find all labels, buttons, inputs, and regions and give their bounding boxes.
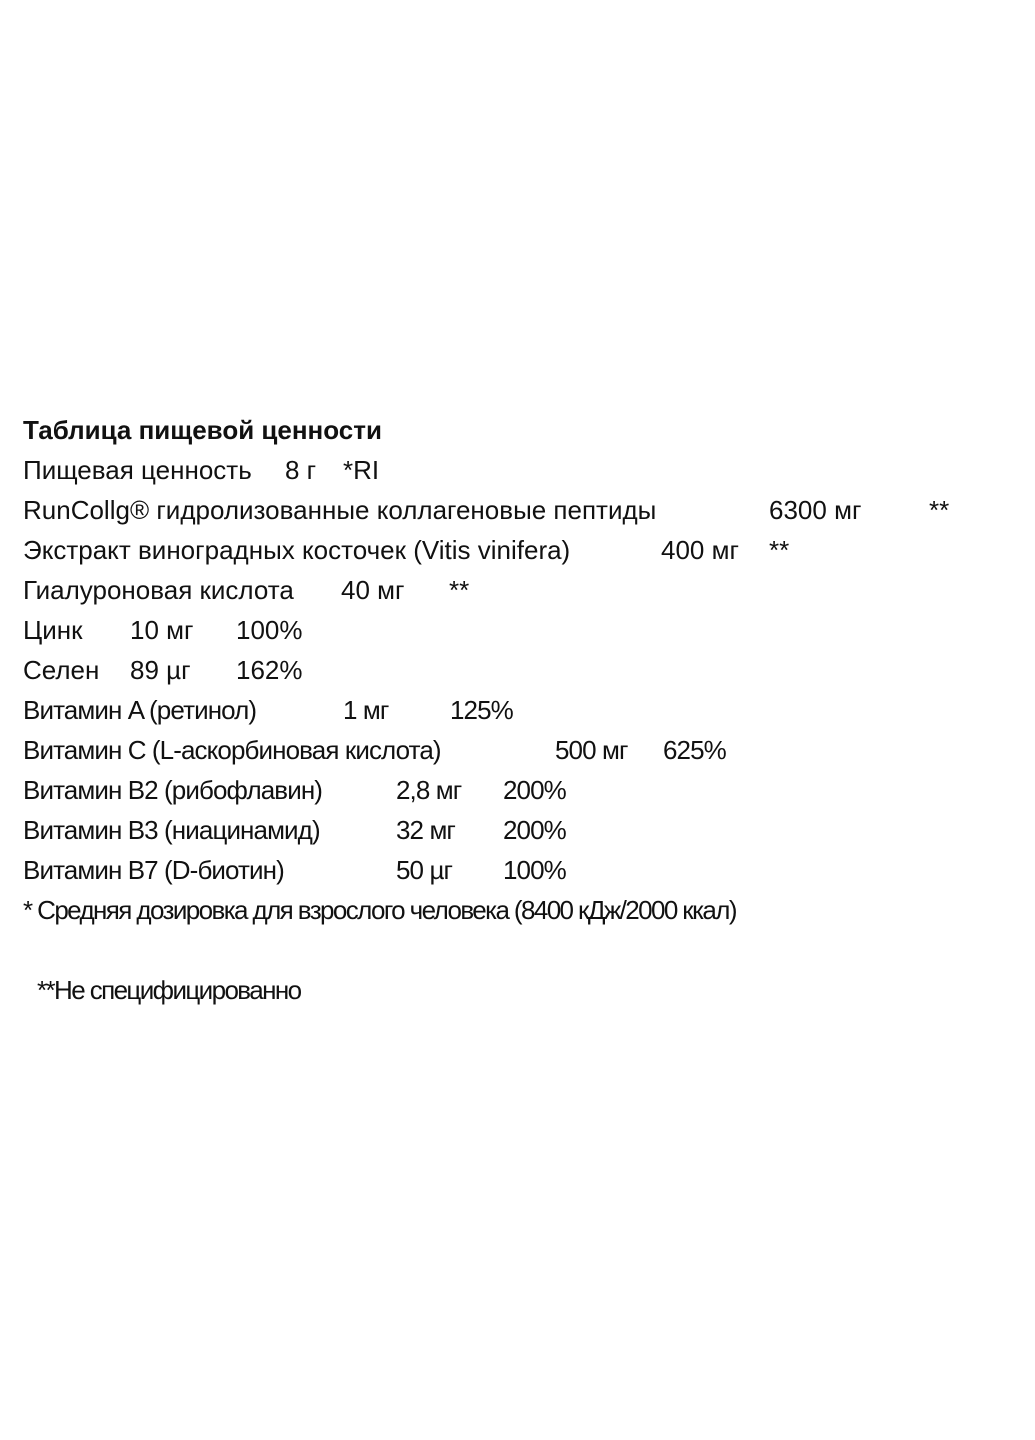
- row-ri: 100%: [503, 855, 566, 885]
- row-name: Витамин B2 (рибофлавин): [23, 775, 323, 805]
- footnote-1-text: * Средняя дозировка для взрослого человека (8400 кДж/2000 ккал): [23, 895, 736, 925]
- row-name: Экстракт виноградных косточек (Vitis vinifera): [23, 535, 571, 565]
- row-amount: 10 мг: [130, 615, 194, 645]
- title-text: Таблица пищевой ценности: [23, 415, 382, 445]
- row-amount: 40 мг: [341, 575, 405, 605]
- row-ri: **: [929, 495, 950, 525]
- row-name: Гиалуроновая кислота: [23, 575, 294, 605]
- header-ri: *RI: [343, 455, 380, 485]
- row-name: Витамин B3 (ниацинамид): [23, 815, 320, 845]
- footnote-2-text: **Не специфицированно: [37, 975, 301, 1005]
- row-name: Селен: [23, 655, 100, 685]
- row-name: Витамин C (L-аскорбиновая кислота): [23, 735, 441, 765]
- row-ri: **: [449, 575, 470, 605]
- row-ri: 625%: [663, 735, 726, 765]
- row-amount: 50 µг: [396, 855, 453, 885]
- row-amount: 400 мг: [661, 535, 739, 565]
- row-amount: 32 мг: [396, 815, 456, 845]
- row-name: RunCollg® гидролизованные коллагеновые пептиды: [23, 495, 657, 525]
- row-ri: 100%: [236, 615, 303, 645]
- row-amount: 89 µг: [130, 655, 191, 685]
- row-amount: 6300 мг: [769, 495, 862, 525]
- row-ri: **: [769, 535, 790, 565]
- row-amount: 500 мг: [555, 735, 628, 765]
- header-name: Пищевая ценность: [23, 455, 252, 485]
- row-ri: 162%: [236, 655, 303, 685]
- header-amount: 8 г: [285, 455, 317, 485]
- row-amount: 2,8 мг: [396, 775, 462, 805]
- row-ri: 200%: [503, 815, 566, 845]
- row-amount: 1 мг: [343, 695, 389, 725]
- row-name: Витамин A (ретинол): [23, 695, 257, 725]
- row-ri: 125%: [450, 695, 513, 725]
- row-name: Витамин B7 (D-биотин): [23, 855, 284, 885]
- row-ri: 200%: [503, 775, 566, 805]
- row-name: Цинк: [23, 615, 83, 645]
